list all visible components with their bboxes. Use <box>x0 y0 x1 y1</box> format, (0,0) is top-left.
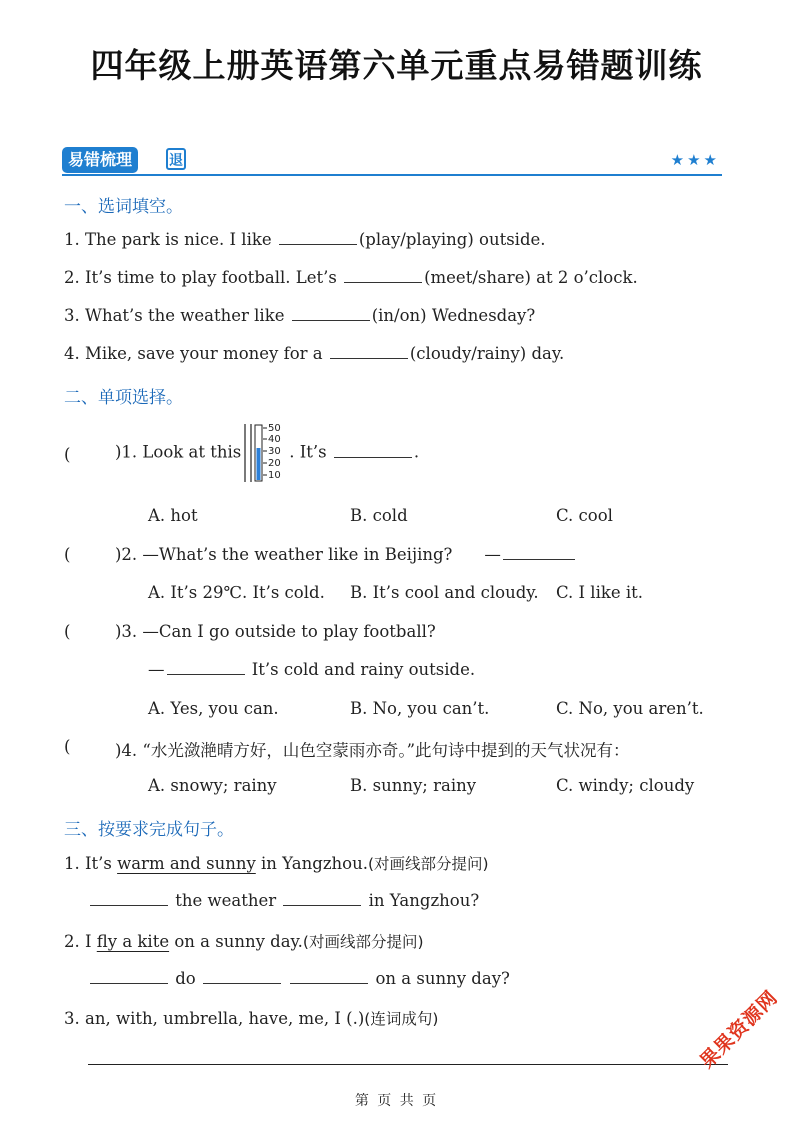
s1-item-2 <box>64 268 638 287</box>
s3-item-3 <box>64 1007 438 1029</box>
thermo-label: 50 <box>268 423 281 434</box>
answer-text: do <box>170 969 201 988</box>
option-a[interactable]: A. Yes, you can. <box>148 699 279 718</box>
option-a[interactable]: A. It’s 29℃. It’s cold. <box>148 583 325 602</box>
s2-q1-post: . It’s <box>289 442 332 462</box>
s1-item-4-pre: 4. Mike, save your money for a <box>64 344 328 363</box>
s2-q1-text: )1. Look at this <box>115 442 242 462</box>
s1-item-2-post: (meet/share) at 2 o’clock. <box>424 268 638 287</box>
answer-blank[interactable] <box>290 969 368 984</box>
thermo-label: 10 <box>268 470 281 481</box>
s2-q2-text: )2. —What’s the weather like in Beijing? <box>115 545 453 564</box>
answer-paren[interactable]: ( <box>64 445 71 464</box>
answer-blank[interactable] <box>330 344 408 359</box>
answer-paren[interactable]: ( <box>64 545 71 564</box>
s2-q1-end: . <box>413 442 420 462</box>
answer-text: the weather <box>170 891 282 910</box>
s2-q2-dash: — <box>484 545 501 564</box>
s2-q2 <box>115 545 577 564</box>
s2-q1 <box>115 422 419 484</box>
s2-q3-line2 <box>148 660 475 679</box>
answer-line[interactable] <box>88 1064 728 1065</box>
s3-item-2-answer <box>88 969 510 988</box>
thermo-label: 20 <box>268 458 281 469</box>
s3-item-2 <box>64 930 424 952</box>
instruction-note: (连词成句) <box>364 1010 439 1028</box>
answer-blank[interactable] <box>292 306 370 321</box>
answer-paren[interactable]: ( <box>64 737 71 756</box>
section-1-heading: 一、选词填空。 <box>64 197 183 217</box>
option-c[interactable]: C. windy; cloudy <box>556 776 695 795</box>
answer-blank[interactable] <box>344 268 422 283</box>
s2-q3-post: It’s cold and rainy outside. <box>246 660 476 679</box>
s3-item-1-pre: 1. It’s <box>64 854 118 873</box>
answer-paren[interactable]: ( <box>64 622 71 641</box>
answer-text: on a sunny day? <box>370 969 510 988</box>
s1-item-1-post: (play/playing) outside. <box>358 230 546 249</box>
underlined-phrase: warm and sunny <box>117 854 256 873</box>
header-divider <box>62 174 722 176</box>
s1-item-4 <box>64 344 564 363</box>
thermo-label: 30 <box>268 446 281 457</box>
s1-item-1 <box>64 230 546 249</box>
answer-blank[interactable] <box>334 443 412 458</box>
s1-item-4-post: (cloudy/rainy) day. <box>409 344 565 363</box>
s3-item-1-answer <box>88 891 479 910</box>
s1-item-1-pre: 1. The park is nice. I like <box>64 230 277 249</box>
retreat-icon: 退 <box>166 148 186 170</box>
section-2-heading: 二、单项选择。 <box>64 388 183 408</box>
s1-item-3-post: (in/on) Wednesday? <box>371 306 536 325</box>
answer-blank[interactable] <box>167 660 245 675</box>
difficulty-stars-icon: ★★★ <box>670 151 720 169</box>
thermo-label: 40 <box>268 434 281 445</box>
page-title: 四年级上册英语第六单元重点易错题训练 <box>90 46 703 85</box>
answer-blank[interactable] <box>279 230 357 245</box>
option-c[interactable]: C. I like it. <box>556 583 644 602</box>
s3-item-3-pre: 3. an, with, umbrella, have, me, I (.) <box>64 1009 365 1028</box>
option-b[interactable]: B. It’s cool and cloudy. <box>350 583 539 602</box>
answer-text: in Yangzhou? <box>363 891 480 910</box>
answer-blank[interactable] <box>283 891 361 906</box>
thermometer-icon <box>243 422 287 484</box>
option-b[interactable]: B. cold <box>350 506 408 525</box>
underlined-phrase: fly a kite <box>96 932 170 951</box>
option-a[interactable]: A. hot <box>148 506 198 525</box>
option-b[interactable]: B. No, you can’t. <box>350 699 490 718</box>
s2-q3: )3. —Can I go outside to play football? <box>115 622 436 641</box>
s2-q3-dash: — <box>148 660 165 679</box>
answer-blank[interactable] <box>203 969 281 984</box>
option-a[interactable]: A. snowy; rainy <box>148 776 277 795</box>
instruction-note: (对画线部分提问) <box>302 933 424 951</box>
answer-blank[interactable] <box>90 891 168 906</box>
option-b[interactable]: B. sunny; rainy <box>350 776 477 795</box>
s1-item-2-pre: 2. It’s time to play football. Let’s <box>64 268 343 287</box>
option-c[interactable]: C. cool <box>556 506 613 525</box>
answer-blank[interactable] <box>90 969 168 984</box>
s3-item-1 <box>64 852 489 874</box>
s3-item-2-post: on a sunny day. <box>169 932 303 951</box>
error-review-badge: 易错梳理 <box>62 147 138 173</box>
instruction-note: (对画线部分提问) <box>367 855 489 873</box>
section-3-heading: 三、按要求完成句子。 <box>64 820 234 840</box>
s3-item-1-post: in Yangzhou. <box>255 854 368 873</box>
s1-item-3-pre: 3. What’s the weather like <box>64 306 290 325</box>
page-footer: 第 页 共 页 <box>354 1093 439 1109</box>
answer-blank[interactable] <box>503 545 575 560</box>
watermark: 果果资源网 <box>695 986 783 1073</box>
s1-item-3 <box>64 306 535 325</box>
s3-item-2-pre: 2. I <box>64 932 97 951</box>
section-header-bar <box>62 147 722 177</box>
s2-q4: )4. “水光潋滟晴方好，山色空蒙雨亦奇。”此句诗中提到的天气状况有： <box>115 741 630 760</box>
option-c[interactable]: C. No, you aren’t. <box>556 699 704 718</box>
